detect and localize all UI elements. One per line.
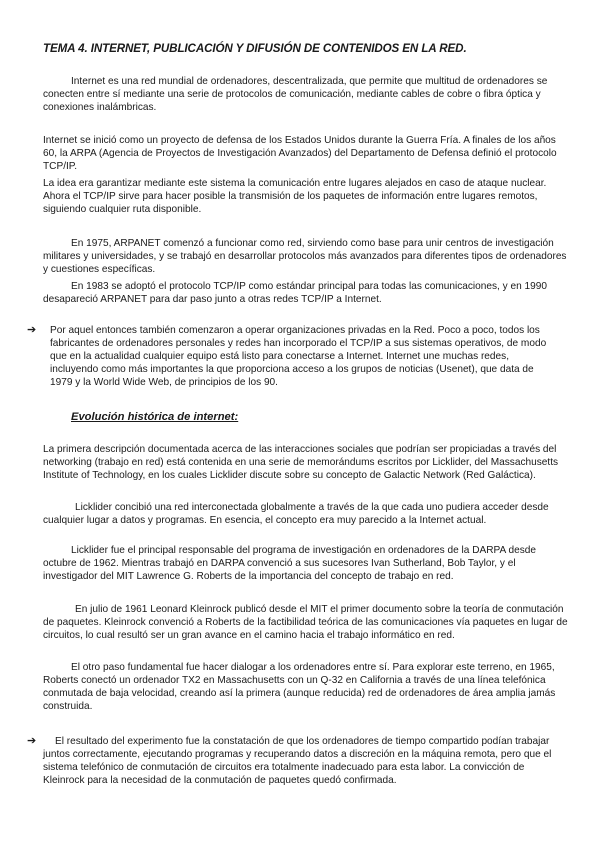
paragraph-arpanet: En 1975, ARPANET comenzó a funcionar como red, sirviendo como base para unir centros de investigación militares y universidades, y se trabajó en desarrollar protocolos más avanzados para diferentes tipos de ordenadores y cuestiones específicas.	[43, 238, 567, 276]
bullet-paragraph-experiment: El resultado del experimento fue la constatación de que los ordenadores de tiempo compartido podían trabajar juntos correctamente, ejecutando programas y recuperando datos a discreción en la máquina remota, pero que el sistema telefónico de conmutación de circuitos era totalmente inadecuado para esta labor. La convicción de Kleinrock para la necesidad de la conmutación de paquetes quedó confirmada.	[43, 736, 552, 787]
arrow-bullet-icon: ➔	[27, 324, 37, 336]
paragraph-licklider-darpa: Licklider fue el principal responsable del programa de investigación en ordenadores de la DARPA desde octubre de 1962. Mientras trabajó en DARPA convenció a sus sucesores Ivan Sutherland, Bob Taylor, y el investigador del MIT Lawrence G. Roberts de la importancia del concepto de trabajo en red.	[43, 545, 536, 583]
paragraph-kleinrock: En julio de 1961 Leonard Kleinrock publicó desde el MIT el primer documento sobre la teoría de conmutación de paquetes. Kleinrock convenció a Roberts de la factibilidad teórica de las comunicaciones vía paquetes en lugar de circuitos, lo cual resultó ser un gran avance en el camino hacia el trabajo informático en red.	[43, 604, 568, 642]
bullet-paragraph-private-orgs: Por aquel entonces también comenzaron a operar organizaciones privadas en la Red. Poco a poco, todos los fabricantes de ordenadores personales y redes han incorporado el TCP/IP a sus sistemas operativos, de modo que en la actualidad cualquier equipo está listo para conectarse a Internet. Internet une muchas redes, incluyendo como más importantes la que proporciona acceso a los grupos de noticias (Usenet), que data de 1979 y la World Wide Web, de principios de los 90.	[50, 325, 547, 389]
paragraph-licklider-network: Licklider concibió una red interconectada globalmente a través de la que cada uno pudiera acceder desde cualquier lugar a datos y programas. En esencia, el concepto era muy parecido a la Internet actual.	[43, 502, 549, 527]
paragraph-roberts: El otro paso fundamental fue hacer dialogar a los ordenadores entre sí. Para explorar este terreno, en 1965, Roberts conectó un ordenador TX2 en Massachusetts con un Q-32 en California a través de una línea telefónica conmutada de baja velocidad, creando así la primera (aunque reducida) red de ordenadores de área amplia jamás construida.	[43, 662, 556, 713]
paragraph-tcpip: En 1983 se adoptó el protocolo TCP/IP como estándar principal para todas las comunicaciones, y en 1990 desapareció ARPANET para dar paso junto a otras redes TCP/IP a Internet.	[43, 281, 548, 306]
section-heading: Evolución histórica de internet:	[71, 411, 239, 423]
paragraph-origin: Internet se inició como un proyecto de defensa de los Estados Unidos durante la Guerra Fría. A finales de los años 60, la ARPA (Agencia de Proyectos de Investigación Avanzados) del Departamento de Defensa definió el protocolo TCP/IP.	[43, 135, 557, 173]
paragraph-licklider-memos: La primera descripción documentada acerca de las interacciones sociales que podrían ser propiciadas a través del networking (trabajo en red) está contenida en una serie de memorándums escritos por Licklider, del Massachusetts Institute of Technology, en los cuales Licklider discute sobre su concepto de Galactic Network (Red Galáctica).	[43, 444, 559, 482]
paragraph-purpose: La idea era garantizar mediante este sistema la comunicación entre lugares alejados en caso de ataque nuclear. Ahora el TCP/IP sirve para hacer posible la transmisión de los paquetes de información entre lugares remotos, siguiendo cualquier ruta disponible.	[43, 178, 547, 216]
arrow-bullet-icon: ➔	[27, 735, 37, 747]
paragraph-intro: Internet es una red mundial de ordenadores, descentralizada, que permite que multitud de ordenadores se conecten entre sí mediante una serie de protocolos de comunicación, mediante cables de cobre o fibra óptica y conexiones inalámbricas.	[43, 76, 548, 114]
document-title: TEMA 4. INTERNET, PUBLICACIÓN Y DIFUSIÓN DE CONTENIDOS EN LA RED.	[43, 42, 467, 55]
